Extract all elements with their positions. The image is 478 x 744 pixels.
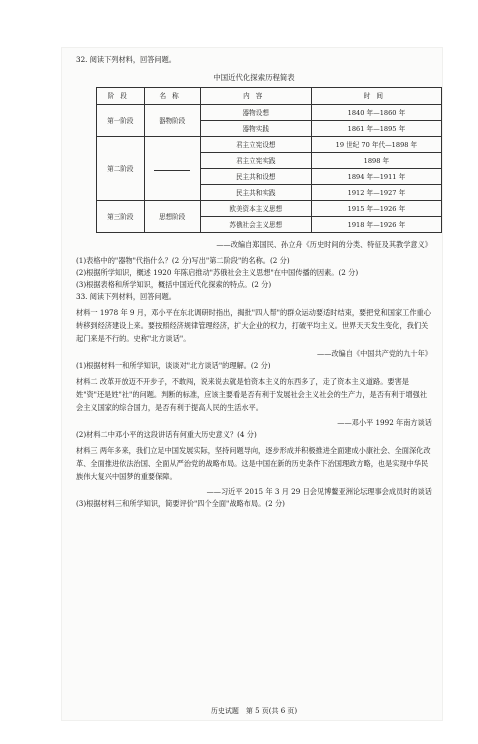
stage-cell: 第二阶段	[97, 137, 145, 201]
q32-sub3: (3)根据表格和所学知识，概括中国近代化探索的特点。(2 分)	[76, 280, 272, 289]
time-cell: 1912 年—1927 年	[311, 185, 441, 201]
time-cell: 1918 年—1926 年	[311, 217, 441, 233]
stage-cell: 第三阶段	[97, 201, 145, 233]
q32-sub1: (1)表格中的"器物"代指什么？(2 分)写出"第二阶段"的名称。(2 分)	[76, 256, 290, 265]
time-cell: 1894 年—1911 年	[311, 169, 441, 185]
content-cell: 器物实践	[200, 121, 311, 137]
table-title: 中国近代化探索历程简表	[213, 73, 295, 82]
table-source: ——改编自郑国民、孙立舟《历史时间的分类、特征及其教学意义》	[216, 240, 432, 249]
exam-content	[76, 54, 432, 510]
header-stage: 阶段	[97, 88, 145, 105]
stage-cell: 第一阶段	[97, 105, 145, 137]
content-cell: 苏俄社会主义思想	[200, 217, 311, 233]
material-1-text: 1978 年 9 月，邓小平在东北调研时指出，揭批"四人帮"的群众运动要适时结束，要把党和国家工作重心转移到经济建设上来。要按照经济规律管理经济，扩大企业的权力，打破平均主义。世界天天发生变化，我们关起门来是不行的。史称"北方谈话"。	[76, 308, 431, 343]
material-2-label: 材料二	[76, 377, 98, 386]
q33-sub1: (1)根据材料一和所学知识，谈谈对"北方谈话"的理解。(2 分)	[76, 361, 271, 370]
content-cell: 器物设想	[200, 105, 311, 121]
question-33-heading: 33. 阅读下列材料，回答问题。	[76, 292, 176, 301]
name-cell: 器物阶段	[144, 105, 200, 137]
table-row	[97, 137, 442, 153]
name-cell-blank	[144, 137, 200, 201]
material-2	[76, 375, 432, 414]
time-cell: 1915 年—1926 年	[311, 201, 441, 217]
name-cell: 思想阶段	[144, 201, 200, 233]
q33-sub2: (2)材料二中邓小平的这段讲话有何重大历史意义？(4 分)	[76, 430, 257, 439]
table-header-row	[97, 88, 442, 105]
q33-sub3: (3)根据材料三和所学知识，简要评价"四个全面"战略布局。(2 分)	[76, 499, 285, 508]
content-cell: 民主共和实践	[200, 185, 311, 201]
question-32-heading: 32. 阅读下列材料，回答问题。	[76, 55, 176, 64]
material-1-source: ——改编自《中国共产党的九十年》	[316, 349, 432, 358]
q32-sub2: (2)根据所学知识，概述 1920 年陈启推动"苏俄社会主义思想"在中国传播的因素。(2 分)	[76, 268, 359, 277]
time-cell: 1861 年—1895 年	[311, 121, 441, 137]
time-cell: 19 世纪 70 年代—1898 年	[311, 137, 441, 153]
header-name: 名称	[144, 88, 200, 105]
content-cell: 君主立宪实践	[200, 153, 311, 169]
content-cell: 民主共和设想	[200, 169, 311, 185]
material-2-text: 改革开放迈不开步子，不敢闯，说来说去就是怕资本主义的东西多了，走了资本主义道路。要害是姓"资"还是姓"社"的问题。判断的标准，应该主要看是否有利于发展社会主义社会的生产力，是否有利于增强社会主义国家的综合国力，是否有利于提高人民的生活水平。	[76, 377, 428, 412]
material-2-source: ——邓小平 1992 年南方谈话	[337, 418, 432, 427]
table-row	[97, 105, 442, 121]
material-3-text: 两年多来，我们立足中国发展实际，坚持问题导向，逐步形成并积极推进全面建成小康社会、全面深化改革、全面推进依法治国、全面从严治党的战略布局。这是中国在新的历史条件下治国理政方略，也是实现中华民族伟大复兴中国梦的重要保障。	[76, 446, 431, 481]
material-3-label: 材料三	[76, 446, 98, 455]
content-cell: 欧美资本主义思想	[200, 201, 311, 217]
content-cell: 君主立宪设想	[200, 137, 311, 153]
table-row	[97, 201, 442, 217]
material-3-source: ——习近平 2015 年 3 月 29 日会见博鳌亚洲论坛理事会成员时的谈话	[206, 487, 432, 496]
time-cell: 1898 年	[311, 153, 441, 169]
header-content: 内容	[200, 88, 311, 105]
history-table	[96, 87, 442, 233]
header-time: 时间	[311, 88, 441, 105]
material-3	[76, 444, 432, 483]
blank-line	[154, 164, 190, 171]
page-footer: 历史试题 第 5 页(共 6 页)	[210, 707, 298, 715]
material-1	[76, 306, 432, 345]
material-1-label: 材料一	[76, 308, 98, 317]
time-cell: 1840 年—1860 年	[311, 105, 441, 121]
